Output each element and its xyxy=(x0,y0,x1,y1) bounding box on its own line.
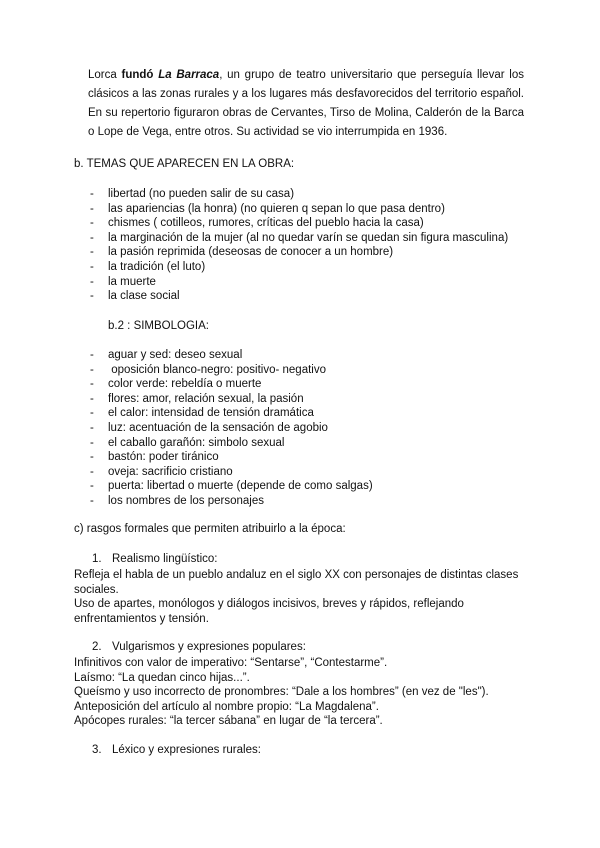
body-line: Anteposición del artículo al nombre propio: “La Magdalena”. xyxy=(74,700,379,713)
themes-list xyxy=(90,187,508,304)
point-1-body xyxy=(74,568,534,626)
list-item: - la muerte xyxy=(90,275,156,288)
list-item: - bastón: poder tiránico xyxy=(90,451,219,464)
symbols-list xyxy=(90,348,373,509)
intro-rest: , un grupo de teatro universitario que perseguía llevar los clásicos a las zonas rurales y a los lugares más desfavorecidos del territorio español. En su repertorio figuraron obras de Cervantes, Tirso de Molina, Calderón de la Barca o Lope de Vega, entre otros. Su actividad se vio interrumpida en 1936. xyxy=(88,69,524,138)
list-item: - el calor: intensidad de tensión dramática xyxy=(90,407,314,420)
list-item: - aguar y sed: deseo sexual xyxy=(90,349,243,361)
list-item: - las apariencias (la honra) (no quieren q sepan lo que pasa dentro) xyxy=(90,202,445,215)
list-item: - la clase social xyxy=(90,290,180,303)
section-b-heading: b. TEMAS QUE APARECEN EN LA OBRA: xyxy=(74,158,295,170)
intro-prefix: Lorca xyxy=(88,69,122,81)
list-item: - los nombres de los personajes xyxy=(90,494,264,507)
body-line: Infinitivos con valor de imperativo: “Sentarse”, “Contestarme”. xyxy=(74,657,388,669)
list-item: - libertad (no pueden salir de su casa) xyxy=(90,188,295,200)
section-c-heading: c) rasgos formales que permiten atribuirlo a la época: xyxy=(74,523,346,535)
body-line: Uso de apartes, monólogos y diálogos incisivos, breves y rápidos, reflejando enfrentamientos y tensión. xyxy=(74,598,464,625)
list-item: - color verde: rebeldía o muerte xyxy=(90,378,262,391)
list-item: - chismes ( cotilleos, rumores, críticas del pueblo hacia la casa) xyxy=(90,217,424,230)
list-item: - la tradición (el luto) xyxy=(90,260,206,273)
list-item: - la pasión reprimida (deseosas de conocer a un hombre) xyxy=(90,246,394,259)
list-item: - oveja: sacrificio cristiano xyxy=(90,465,233,478)
point-2-body xyxy=(74,656,534,729)
body-line: Laísmo: “La quedan cinco hijas...”. xyxy=(74,671,250,684)
intro-title: La Barraca xyxy=(158,69,220,81)
body-line: Queísmo y uso incorrecto de pronombres: “Dale a los hombres” (en vez de "les"). xyxy=(74,686,489,699)
point-3-heading: 3. Léxico y expresiones rurales: xyxy=(92,744,261,756)
list-item: - luz: acentuación de la sensación de agobio xyxy=(90,421,328,434)
list-item: - oposición blanco-negro: positivo- negativo xyxy=(90,363,326,376)
intro-verb: fundó xyxy=(121,69,154,81)
list-item: - el caballo garañón: simbolo sexual xyxy=(90,436,285,449)
list-item: - puerta: libertad o muerte (depende de como salgas) xyxy=(90,480,373,493)
body-line: Apócopes rurales: “la tercer sábana” en lugar de “la tercera”. xyxy=(74,715,383,728)
list-item: - flores: amor, relación sexual, la pasión xyxy=(90,392,304,405)
body-line: Refleja el habla de un pueblo andaluz en el siglo XX con personajes de distintas clases sociales. xyxy=(74,569,519,596)
list-item: - la marginación de la mujer (al no quedar varín se quedan sin figura masculina) xyxy=(90,231,509,244)
section-b2-heading: b.2 : SIMBOLOGIA: xyxy=(108,320,209,332)
point-2-heading: 2. Vulgarismos y expresiones populares: xyxy=(92,641,306,653)
intro-paragraph xyxy=(88,66,524,142)
point-1-heading: 1. Realismo lingüístico: xyxy=(92,553,218,565)
